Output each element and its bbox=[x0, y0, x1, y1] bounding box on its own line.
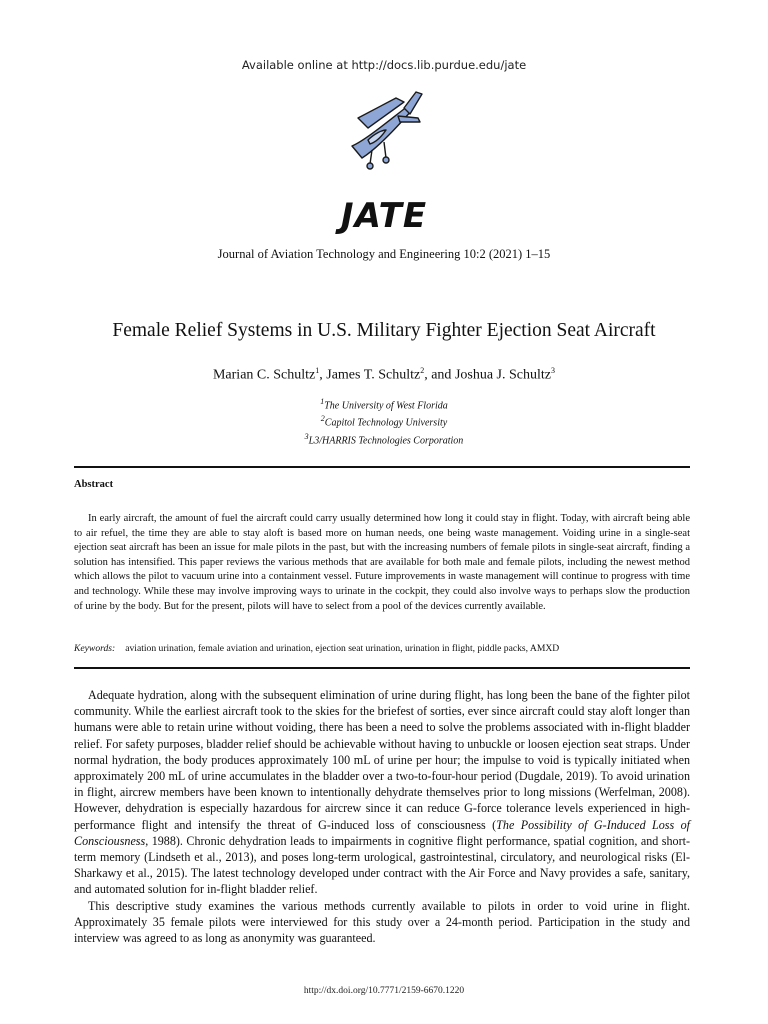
affiliation-item bbox=[0, 395, 768, 412]
affiliation-marker: 1 bbox=[320, 397, 325, 406]
body-text: Adequate hydration, along with the subsequent elimination of urine during flight, has long been the bane of the fighter pilot community. While the earliest aircraft took to the skies for the briefest of sorties, ever since aircraft could stay aloft longer than humans were able to retain urine without voiding, there has been a need to solve the problems associated with in-flight bladder relief. For safety purposes, bladder relief should be achievable without having to unbuckle or loosen ejection seat straps. Under normal hydration, the body produces approximately 100 mL of urine per hour; the impulse to void is typically initiated when approximately 200 mL of urine accumulates in the bladder over a two-to-four-hour period (Dugdale, 2019). To avoid urination in flight, aircrew members have been known to intentionally dehydrate themselves prior to long missions (Werfelman, 2008). However, dehydration is especially hazardous for aircrew since it can reduce G-force tolerance levels experienced in high-performance flight and intensify the threat of G-induced loss of consciousness ( bbox=[74, 688, 690, 832]
body-paragraph: This descriptive study examines the various methods currently available to pilots in order to void urine in flight. Approximately 35 female pilots were interviewed for this study over a 24-month period. Participation in the study and interview was agreed to as long as anonymity was guaranteed. bbox=[74, 898, 690, 946]
author-name: Marian C. Schultz bbox=[212, 367, 316, 383]
author-name: Joshua J. Schultz bbox=[454, 367, 551, 383]
abstract-text: In early aircraft, the amount of fuel the aircraft could carry usually determined how long it could stay in flight. Today, with aircraft being able to air refuel, the time they are able to stay aloft is based more on human needs, one being waste management. Voiding urine in a single-seat ejection seat aircraft has been an issue for male pilots in the past, but with the increasing numbers of female pilots in single-seat aircraft, finding a solution has intensified. This paper reviews the various methods that are available for both male and female pilots, including the newest method which allows the pilot to vacuum urine into a containment vessel. Future improvements in waste management will continue to progress with time and technology. While these may involve improving ways to urinate in the cockpit, they could also involve ways to perhaps slow the production of urine by the body. But for the present, pilots will have to select from a pool of the devices currently available. bbox=[74, 513, 690, 612]
affiliation-marker: 3 bbox=[304, 431, 309, 441]
article-body bbox=[74, 687, 690, 946]
keywords-line bbox=[74, 643, 690, 654]
article-title: Female Relief Systems in U.S. Military Fighter Ejection Seat Aircraft bbox=[112, 320, 656, 341]
airplane-logo-icon bbox=[338, 88, 430, 180]
keywords-text: aviation urination, female aviation and urination, ejection seat urination, urination in flight, piddle packs, AMXD bbox=[125, 643, 560, 654]
affiliation-item bbox=[0, 412, 768, 429]
author-list bbox=[0, 366, 768, 384]
abstract-heading: Abstract bbox=[74, 479, 114, 490]
journal-citation-line: Journal of Aviation Technology and Engineering 10:2 (2021) 1–15 bbox=[217, 247, 551, 261]
cited-title: The Possibility of G-Induced Loss of Consciousness bbox=[74, 817, 690, 848]
author-separator: , and bbox=[424, 367, 455, 383]
affiliation-text: L3/HARRIS Technologies Corporation bbox=[308, 434, 464, 446]
affiliation-marker: 2 bbox=[320, 414, 325, 424]
affiliation-text: Capitol Technology University bbox=[324, 417, 448, 429]
author-separator: , bbox=[319, 367, 327, 383]
affiliation-item bbox=[0, 430, 768, 447]
body-text: , 1988). Chronic dehydration leads to impairments in cognitive flight performance, spatial cognition, and short-term memory (Lindseth et al., 2013), and poses long-term urological, gastrointestinal, circulatory, and neurological risks (El-Sharkawy et al., 2015). The latest technology developed under contract with the Air Force and Navy provides a safe, sanitary, and automated solution for in-flight bladder relief. bbox=[74, 833, 690, 897]
keywords-label: Keywords: bbox=[74, 643, 116, 654]
body-paragraph bbox=[74, 687, 690, 898]
author-name: James T. Schultz bbox=[326, 367, 421, 383]
affiliation-list bbox=[0, 395, 768, 447]
author-affiliation-marker: 1 bbox=[315, 366, 320, 375]
author-affiliation-marker: 2 bbox=[420, 366, 425, 375]
journal-logo-text: JATE bbox=[340, 196, 428, 236]
author-affiliation-marker: 3 bbox=[551, 366, 555, 375]
doi-link[interactable]: http://dx.doi.org/10.7771/2159-6670.1220 bbox=[303, 986, 465, 996]
available-online-link[interactable]: Available online at http://docs.lib.purdue.edu/jate bbox=[241, 58, 527, 72]
affiliation-text: The University of West Florida bbox=[324, 400, 448, 412]
abstract-bottom-divider bbox=[74, 667, 690, 669]
abstract-top-divider bbox=[74, 466, 690, 468]
